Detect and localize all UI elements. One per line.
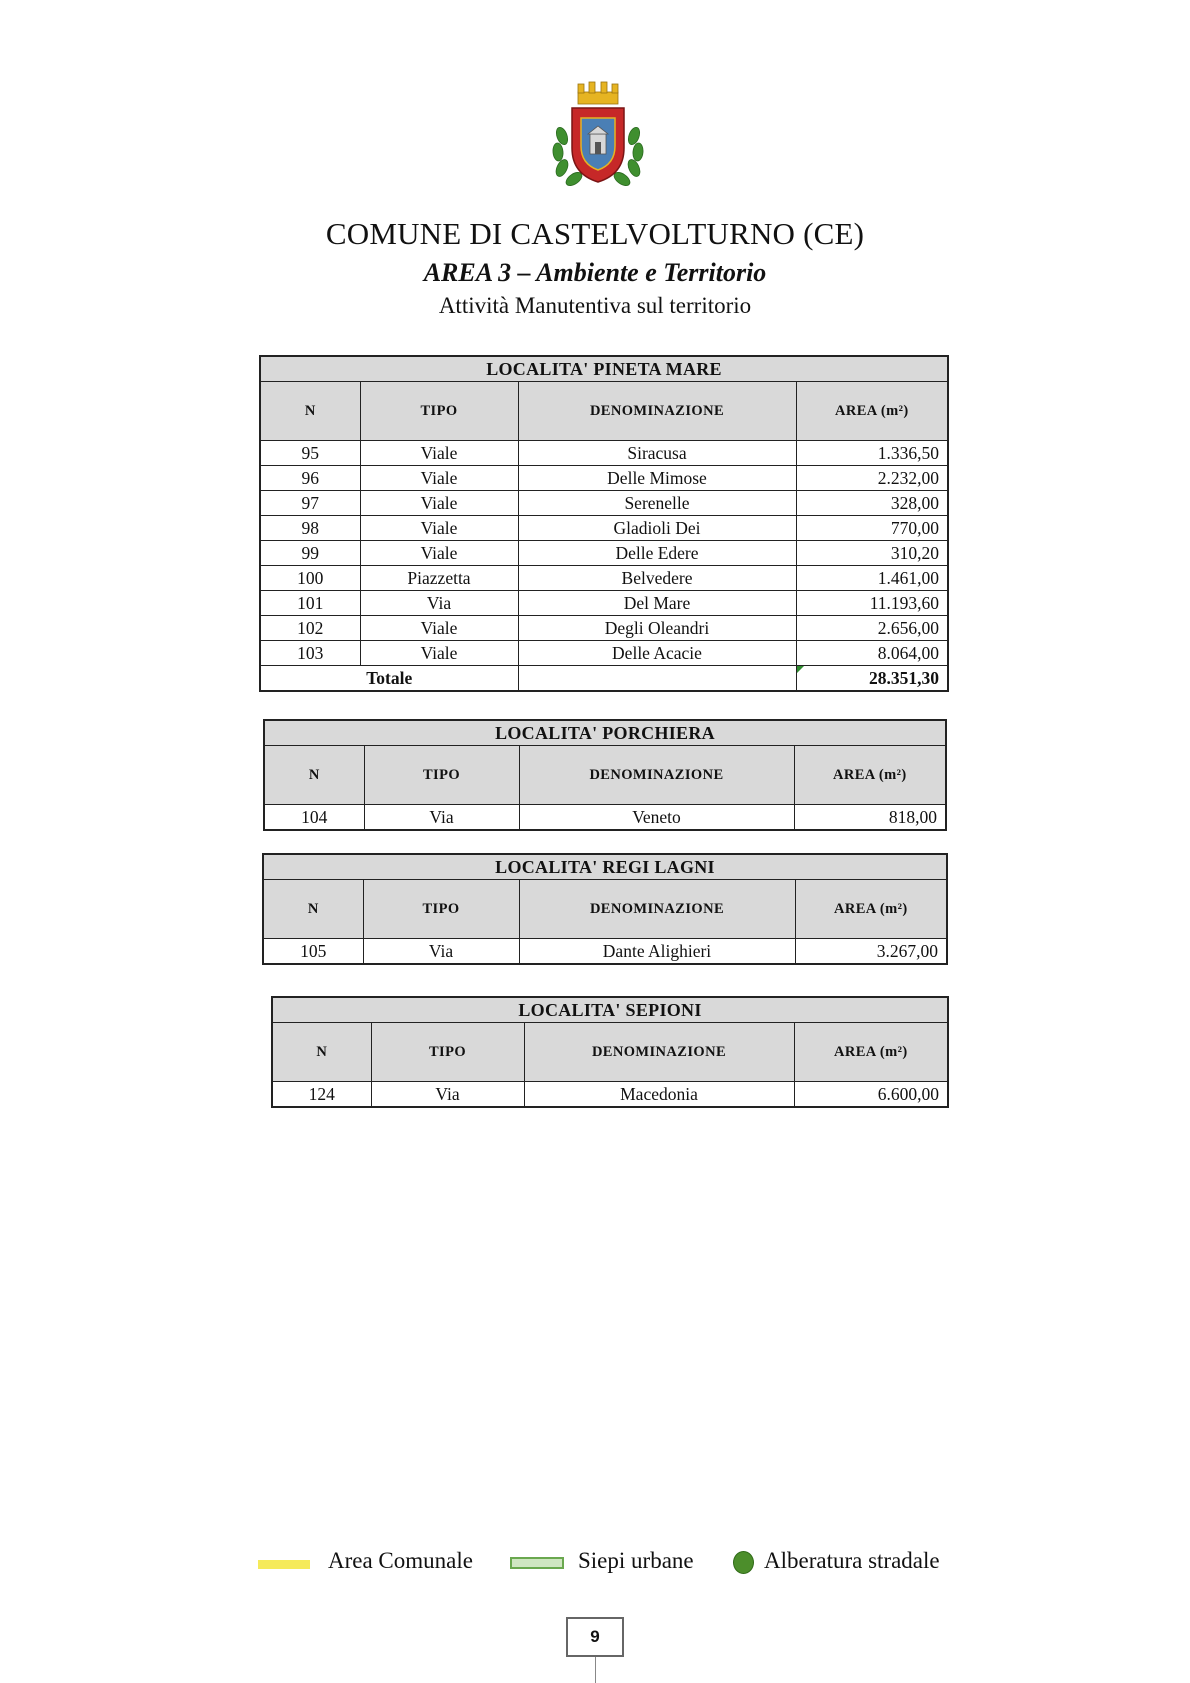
legend-label-area-comunale: Area Comunale — [328, 1548, 473, 1573]
table-row — [260, 441, 948, 466]
column-header-n: N — [264, 746, 364, 805]
cell-n: 96 — [260, 466, 360, 491]
column-header-denominazione: DENOMINAZIONE — [524, 1023, 794, 1082]
cell-tipo: Viale — [360, 516, 518, 541]
table-sepioni — [271, 996, 949, 1108]
cell-denominazione: Macedonia — [524, 1082, 794, 1108]
cell-area: 328,00 — [796, 491, 948, 516]
cell-tipo: Via — [364, 805, 519, 831]
cell-tipo: Piazzetta — [360, 566, 518, 591]
column-header-tipo: TIPO — [364, 746, 519, 805]
cell-n: 100 — [260, 566, 360, 591]
cell-comment-marker — [797, 666, 804, 673]
cell-tipo: Viale — [360, 491, 518, 516]
table-porchiera — [263, 719, 947, 831]
cell-denominazione: Degli Oleandri — [518, 616, 796, 641]
cell-n: 104 — [264, 805, 364, 831]
column-header-denominazione: DENOMINAZIONE — [519, 880, 795, 939]
total-label: Totale — [260, 666, 518, 692]
cell-n: 101 — [260, 591, 360, 616]
column-header-area: AREA (m²) — [794, 746, 946, 805]
table-pineta-mare — [259, 355, 949, 692]
cell-n: 97 — [260, 491, 360, 516]
cell-area: 1.336,50 — [796, 441, 948, 466]
table-total-row — [260, 666, 948, 692]
cell-area: 11.193,60 — [796, 591, 948, 616]
map-legend — [0, 1546, 1190, 1580]
cell-area: 8.064,00 — [796, 641, 948, 666]
page-title: COMUNE DI CASTELVOLTURNO (CE) — [325, 216, 865, 251]
table-row — [272, 1082, 948, 1108]
column-header-n: N — [272, 1023, 371, 1082]
cell-tipo: Via — [371, 1082, 524, 1108]
cell-denominazione: Serenelle — [518, 491, 796, 516]
total-value: 28.351,30 — [869, 668, 940, 688]
table-row — [260, 566, 948, 591]
cell-tipo: Viale — [360, 441, 518, 466]
page-subtitle: AREA 3 – Ambiente e Territorio — [423, 258, 767, 287]
cell-n: 98 — [260, 516, 360, 541]
cell-area: 2.656,00 — [796, 616, 948, 641]
cell-area: 6.600,00 — [794, 1082, 948, 1108]
table-caption: LOCALITA' PINETA MARE — [260, 356, 948, 382]
column-header-tipo: TIPO — [371, 1023, 524, 1082]
table-caption: LOCALITA' REGI LAGNI — [263, 854, 947, 880]
page-subheading: Attività Manutentiva sul territorio — [438, 293, 752, 318]
cell-denominazione: Gladioli Dei — [518, 516, 796, 541]
page-number-rule — [595, 1657, 596, 1683]
total-empty-cell — [518, 666, 796, 692]
cell-area: 818,00 — [794, 805, 946, 831]
column-header-denominazione: DENOMINAZIONE — [518, 382, 796, 441]
area-comunale-swatch-icon — [258, 1560, 310, 1569]
column-header-tipo: TIPO — [360, 382, 518, 441]
cell-denominazione: Delle Edere — [518, 541, 796, 566]
cell-n: 99 — [260, 541, 360, 566]
cell-n: 124 — [272, 1082, 371, 1108]
cell-tipo: Via — [363, 939, 519, 965]
table-row — [260, 541, 948, 566]
cell-n: 95 — [260, 441, 360, 466]
table-row — [260, 466, 948, 491]
column-header-area: AREA (m²) — [794, 1023, 948, 1082]
column-header-n: N — [260, 382, 360, 441]
cell-area: 3.267,00 — [795, 939, 947, 965]
legend-label-alberatura-stradale: Alberatura stradale — [764, 1548, 940, 1573]
cell-tipo: Viale — [360, 541, 518, 566]
table-row — [260, 491, 948, 516]
page-number: 9 — [566, 1617, 624, 1657]
cell-denominazione: Veneto — [519, 805, 794, 831]
legend-label-siepi-urbane: Siepi urbane — [578, 1548, 694, 1573]
cell-tipo: Viale — [360, 616, 518, 641]
table-regi-lagni — [262, 853, 948, 965]
cell-tipo: Via — [360, 591, 518, 616]
table-row — [260, 616, 948, 641]
cell-n: 105 — [263, 939, 363, 965]
column-header-denominazione: DENOMINAZIONE — [519, 746, 794, 805]
cell-denominazione: Belvedere — [518, 566, 796, 591]
table-row — [264, 805, 946, 831]
cell-denominazione: Delle Acacie — [518, 641, 796, 666]
table-row — [260, 591, 948, 616]
column-header-n: N — [263, 880, 363, 939]
column-header-area: AREA (m²) — [796, 382, 948, 441]
alberatura-dot-icon — [733, 1551, 754, 1574]
cell-area: 1.461,00 — [796, 566, 948, 591]
column-header-tipo: TIPO — [363, 880, 519, 939]
siepi-urbane-swatch-icon — [510, 1557, 564, 1569]
cell-denominazione: Delle Mimose — [518, 466, 796, 491]
cell-tipo: Viale — [360, 466, 518, 491]
cell-denominazione: Del Mare — [518, 591, 796, 616]
table-caption: LOCALITA' SEPIONI — [272, 997, 948, 1023]
table-row — [260, 516, 948, 541]
municipal-crest-icon — [548, 78, 648, 190]
column-header-area: AREA (m²) — [795, 880, 947, 939]
cell-denominazione: Siracusa — [518, 441, 796, 466]
cell-area: 310,20 — [796, 541, 948, 566]
total-value-cell — [796, 666, 948, 692]
cell-n: 103 — [260, 641, 360, 666]
cell-area: 2.232,00 — [796, 466, 948, 491]
table-row — [263, 939, 947, 965]
table-row — [260, 641, 948, 666]
table-caption: LOCALITA' PORCHIERA — [264, 720, 946, 746]
cell-denominazione: Dante Alighieri — [519, 939, 795, 965]
cell-tipo: Viale — [360, 641, 518, 666]
cell-n: 102 — [260, 616, 360, 641]
cell-area: 770,00 — [796, 516, 948, 541]
